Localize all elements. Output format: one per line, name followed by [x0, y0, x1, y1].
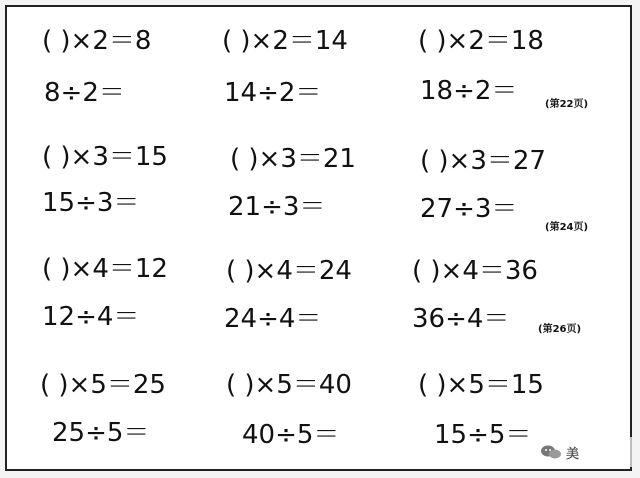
page-reference: (第22页): [545, 99, 589, 110]
problem-multiply: ( )×5＝25: [40, 370, 166, 400]
problem-multiply: ( )×3＝27: [420, 146, 546, 176]
problem-divide: 21÷3＝: [228, 192, 326, 222]
problem-divide: 15÷5＝: [434, 420, 532, 450]
worksheet: [5, 5, 632, 471]
problem-divide: 14÷2＝: [224, 78, 322, 108]
problem-divide: 40÷5＝: [242, 420, 340, 450]
problem-multiply: ( )×3＝21: [230, 144, 356, 174]
wechat-icon: [540, 444, 562, 460]
problem-multiply: ( )×2＝14: [222, 26, 348, 56]
problem-multiply: ( )×5＝40: [226, 370, 352, 400]
problem-divide: 8÷2＝: [44, 78, 125, 108]
watermark-text: 美: [566, 446, 580, 462]
problem-multiply: ( )×5＝15: [418, 370, 544, 400]
problem-multiply: ( )×4＝24: [226, 256, 352, 286]
problem-divide: 27÷3＝: [420, 194, 518, 224]
problem-divide: 15÷3＝: [42, 188, 140, 218]
page-reference: (第26页): [538, 324, 582, 335]
problem-divide: 36÷4＝: [412, 304, 510, 334]
problem-multiply: ( )×2＝18: [418, 26, 544, 56]
problem-multiply: ( )×3＝15: [42, 142, 168, 172]
problem-divide: 12÷4＝: [42, 302, 140, 332]
watermark: [540, 437, 632, 467]
page-reference: (第24页): [545, 222, 589, 233]
problem-multiply: ( )×2＝8: [42, 26, 152, 56]
problem-divide: 25÷5＝: [52, 418, 150, 448]
problem-divide: 18÷2＝: [420, 76, 518, 106]
problem-multiply: ( )×4＝12: [42, 254, 168, 284]
problem-divide: 24÷4＝: [224, 304, 322, 334]
problem-multiply: ( )×4＝36: [412, 256, 538, 286]
